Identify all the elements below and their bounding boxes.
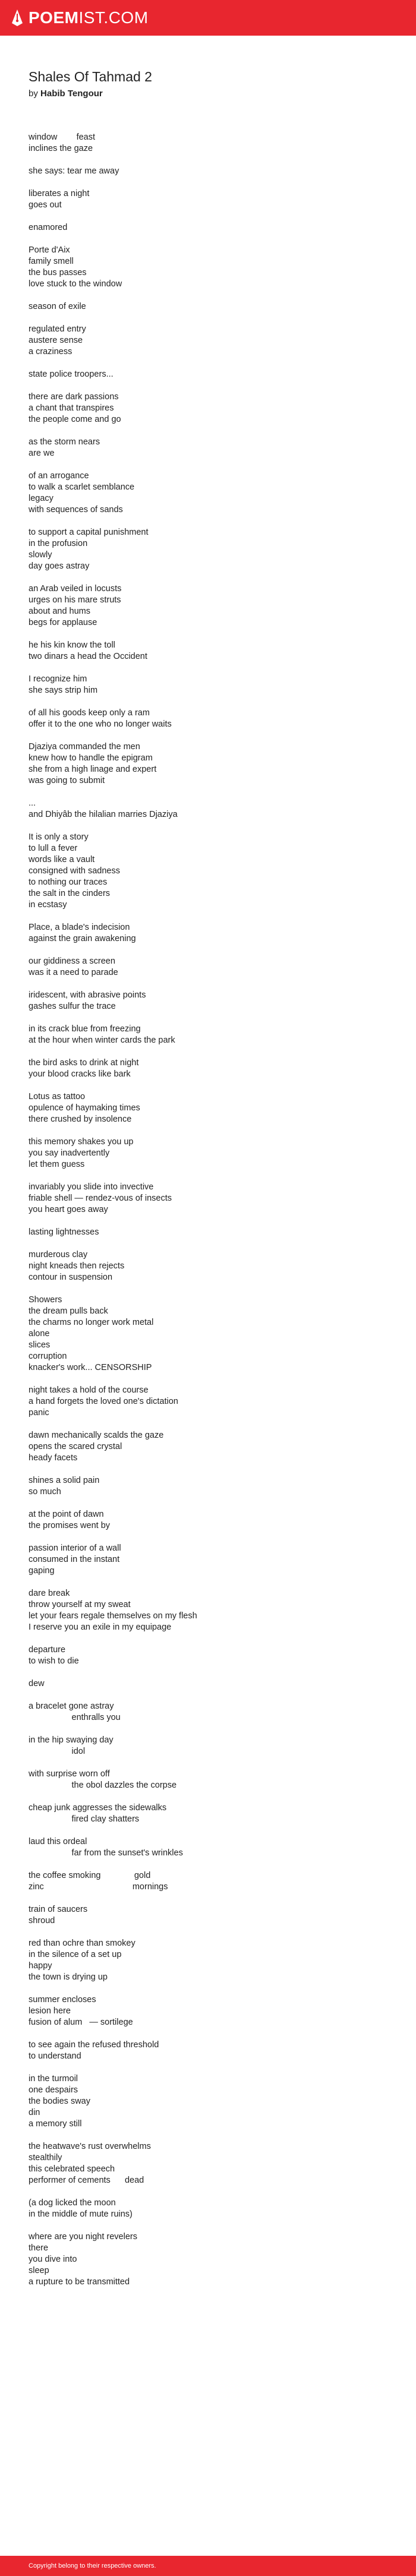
poem-line: your blood cracks like bark <box>29 1069 131 1079</box>
poem-stanza <box>29 1091 387 1125</box>
poem-line: zinc mornings <box>29 1882 168 1892</box>
poem-line: the town is drying up <box>29 1972 108 1982</box>
poem-stanza <box>29 1543 387 1577</box>
poem-line: Showers <box>29 1295 62 1305</box>
poem-stanza <box>29 188 387 211</box>
poem-line: stealthily <box>29 2153 62 2163</box>
poem-stanza <box>29 798 387 820</box>
poem-line: an Arab veiled in locusts <box>29 584 122 594</box>
poem-line: she from a high linage and expert <box>29 765 157 774</box>
poem-stanza <box>29 1430 387 1464</box>
poem-line: the coffee smoking gold <box>29 1871 151 1880</box>
poem-line: (a dog licked the moon <box>29 2198 116 2208</box>
poem-line: this memory shakes you up <box>29 1137 134 1147</box>
poem-stanza <box>29 1024 387 1046</box>
poem-line: in the profusion <box>29 539 88 548</box>
poem-line: opens the scared crystal <box>29 1442 122 1451</box>
poem-line: throw yourself at my sweat <box>29 1600 131 1609</box>
poem-line: words like a vault <box>29 855 95 864</box>
poem-line: fired clay shatters <box>29 1814 140 1824</box>
poem-line: the dream pulls back <box>29 1306 108 1316</box>
poem-line: consigned with sadness <box>29 866 120 876</box>
poem-line: and Dhiyâb the hilalian marries Djaziya <box>29 810 178 819</box>
poem-stanza <box>29 1701 387 1723</box>
poem-stanza <box>29 1938 387 1983</box>
poem-stanza <box>29 583 387 629</box>
poem-line: performer of cements dead <box>29 2176 144 2185</box>
poem-line: in the turmoil <box>29 2074 78 2083</box>
poem-line: I reserve you an exile in my equipage <box>29 1622 172 1632</box>
poem-line: panic <box>29 1408 49 1418</box>
poem-line: Djaziya commanded the men <box>29 742 140 752</box>
poem-line: the salt in the cinders <box>29 889 111 898</box>
poem-container <box>0 36 416 2288</box>
poem-line: a memory still <box>29 2119 82 2129</box>
poem-stanza <box>29 1836 387 1859</box>
poem-line: Place, a blade's indecision <box>29 923 130 932</box>
poem-line: in the middle of mute ruins) <box>29 2209 133 2219</box>
poem-line: season of exile <box>29 302 86 311</box>
poem-line: knew how to handle the epigram <box>29 753 153 763</box>
poem-line: alone <box>29 1329 50 1338</box>
poem-stanza <box>29 1769 387 1791</box>
poem-line: night kneads then rejects <box>29 1261 125 1271</box>
poem-line: she says: tear me away <box>29 166 119 176</box>
poem-line: iridescent, with abrasive points <box>29 990 146 1000</box>
poem-stanza <box>29 132 387 154</box>
poem-line: slowly <box>29 550 52 560</box>
poem-line: state police troopers... <box>29 370 114 379</box>
poem-stanza <box>29 471 387 516</box>
poem-line: slices <box>29 1340 51 1350</box>
poem-line: two dinars a head the Occident <box>29 652 147 661</box>
poem-stanza <box>29 640 387 662</box>
poem-line: night takes a hold of the course <box>29 1385 149 1395</box>
author-name[interactable]: Habib Tengour <box>40 89 103 99</box>
poem-line: this celebrated speech <box>29 2164 115 2174</box>
poem-stanza <box>29 1509 387 1532</box>
poem-line: to understand <box>29 2051 81 2061</box>
poem-title: Shales Of Tahmad 2 <box>29 69 152 84</box>
poem-line: lasting lightnesses <box>29 1227 99 1237</box>
poem-line: a chant that transpires <box>29 403 114 413</box>
poem-line: against the grain awakening <box>29 934 136 943</box>
poem-stanza <box>29 832 387 911</box>
poem-line: about and hums <box>29 607 90 616</box>
poem-line: far from the sunset's wrinkles <box>29 1848 183 1858</box>
poem-line: shroud <box>29 1916 55 1925</box>
poem-line: she says strip him <box>29 686 98 695</box>
site-logo[interactable] <box>11 8 149 27</box>
poem-line: with surprise worn off <box>29 1769 110 1779</box>
poem-line: knacker's work... CENSORSHIP <box>29 1363 152 1372</box>
poem-line: was going to submit <box>29 776 105 785</box>
poem-stanza <box>29 527 387 572</box>
poem-line: let them guess <box>29 1160 85 1169</box>
poem-stanza <box>29 922 387 945</box>
poem-stanza <box>29 2141 387 2186</box>
poem-line: dew <box>29 1679 45 1688</box>
poem-line: summer encloses <box>29 1995 96 2004</box>
poem-line: our giddiness a screen <box>29 956 115 966</box>
poem-line: was it a need to parade <box>29 968 118 977</box>
poem-line: the people come and go <box>29 415 121 424</box>
poem-line: ... <box>29 798 36 808</box>
poem-line: there <box>29 2243 49 2253</box>
poem-line: austere sense <box>29 336 83 345</box>
poem-line: of all his goods keep only a ram <box>29 708 150 718</box>
poem-stanza <box>29 1904 387 1927</box>
poem-line: in its crack blue from freezing <box>29 1024 141 1034</box>
poem-stanza <box>29 1295 387 1374</box>
pen-nib-icon <box>11 9 24 27</box>
poem-line: the charms no longer work metal <box>29 1318 154 1327</box>
poem-line: a bracelet gone astray <box>29 1701 114 1711</box>
poem-line: to support a capital punishment <box>29 528 149 537</box>
poem-line: contour in suspension <box>29 1273 113 1282</box>
author-line <box>29 89 387 99</box>
poem-line: let your fears regale themselves on my flesh <box>29 1611 197 1621</box>
poem-line: enthralls you <box>29 1713 121 1722</box>
poem-stanza <box>29 222 387 233</box>
poem-line: offer it to the one who no longer waits <box>29 719 172 729</box>
poem-line: at the point of dawn <box>29 1510 104 1519</box>
poem-line: the heatwave's rust overwhelms <box>29 2142 151 2151</box>
poem-line: invariably you slide into invective <box>29 1182 154 1192</box>
poem-line: dawn mechanically scalds the gaze <box>29 1431 164 1440</box>
poem-stanza <box>29 324 387 358</box>
poem-line: dare break <box>29 1589 70 1598</box>
poem-line: you dive into <box>29 2255 77 2264</box>
poem-stanza <box>29 956 387 978</box>
poem-stanza <box>29 1870 387 1893</box>
poem-line: legacy <box>29 494 53 503</box>
brand-name: POEMIST.COM <box>29 8 149 27</box>
copyright-text: Copyright belong to their respective owners. <box>29 2562 156 2569</box>
poem-line: consumed in the instant <box>29 1555 120 1564</box>
poem-line: a hand forgets the loved one's dictation <box>29 1397 178 1406</box>
poem-line: to see again the refused threshold <box>29 2040 159 2050</box>
poem-line: family smell <box>29 257 74 266</box>
poem-line: a rupture to be transmitted <box>29 2277 130 2287</box>
poem-line: there crushed by insolence <box>29 1115 132 1124</box>
poem-line: urges on his mare struts <box>29 595 121 605</box>
poem-line: inclines the gaze <box>29 144 93 153</box>
author-prefix: by <box>29 89 38 99</box>
site-header <box>0 0 416 36</box>
poem-line: passion interior of a wall <box>29 1543 121 1553</box>
poem-stanza <box>29 741 387 787</box>
poem-stanza <box>29 1644 387 1667</box>
poem-line: fusion of alum — sortilege <box>29 2018 133 2027</box>
poem-line: to nothing our traces <box>29 877 108 887</box>
poem-stanza <box>29 1182 387 1216</box>
poem-line: the obol dazzles the corpse <box>29 1781 177 1790</box>
poem-stanza <box>29 2073 387 2130</box>
poem-stanza <box>29 1057 387 1080</box>
poem-body <box>29 132 387 2288</box>
poem-stanza <box>29 437 387 459</box>
poem-stanza <box>29 369 387 380</box>
poem-line: red than ochre than smokey <box>29 1939 135 1948</box>
poem-stanza <box>29 1678 387 1690</box>
poem-line: opulence of haymaking times <box>29 1103 140 1113</box>
poem-line: the bodies sway <box>29 2097 90 2106</box>
poem-line: begs for applause <box>29 618 97 627</box>
poem-line: in the hip swaying day <box>29 1735 114 1745</box>
poem-stanza <box>29 2231 387 2288</box>
poem-line: love stuck to the window <box>29 279 122 289</box>
poem-line: Lotus as tattoo <box>29 1092 86 1101</box>
poem-line: Porte d'Aix <box>29 245 70 255</box>
poem-line: a craziness <box>29 347 73 356</box>
poem-line: shines a solid pain <box>29 1476 100 1485</box>
poem-stanza <box>29 1137 387 1170</box>
poem-line: there are dark passions <box>29 392 119 402</box>
poem-line: to lull a fever <box>29 844 78 853</box>
poem-line: to walk a scarlet semblance <box>29 482 135 492</box>
poem-line: the bird asks to drink at night <box>29 1058 139 1068</box>
poem-line: gaping <box>29 1566 55 1576</box>
poem-line: window feast <box>29 132 96 142</box>
poem-line: in ecstasy <box>29 900 67 910</box>
poem-stanza <box>29 1994 387 2028</box>
poem-line: in the silence of a set up <box>29 1950 122 1959</box>
poem-line: the bus passes <box>29 268 87 277</box>
poem-stanza <box>29 166 387 177</box>
poem-line: I recognize him <box>29 674 87 684</box>
poem-stanza <box>29 1588 387 1633</box>
poem-line: It is only a story <box>29 832 89 842</box>
poem-line: one despairs <box>29 2085 78 2095</box>
poem-line: lesion here <box>29 2006 71 2016</box>
poem-line: train of saucers <box>29 1905 88 1914</box>
poem-stanza <box>29 392 387 425</box>
poem-stanza <box>29 708 387 730</box>
poem-line: friable shell — rendez-vous of insects <box>29 1194 172 1203</box>
poem-line: enamored <box>29 223 68 232</box>
poem-stanza <box>29 2040 387 2062</box>
poem-line: as the storm nears <box>29 437 100 447</box>
poem-stanza <box>29 1475 387 1498</box>
poem-line: corruption <box>29 1352 67 1361</box>
poem-stanza <box>29 990 387 1012</box>
poem-line: to wish to die <box>29 1656 79 1666</box>
poem-line: cheap junk aggresses the sidewalks <box>29 1803 167 1813</box>
poem-stanza <box>29 245 387 290</box>
poem-stanza <box>29 1735 387 1757</box>
poem-line: day goes astray <box>29 561 90 571</box>
poem-line: at the hour when winter cards the park <box>29 1036 175 1045</box>
poem-stanza <box>29 1802 387 1825</box>
poem-stanza <box>29 674 387 696</box>
poem-line: you say inadvertently <box>29 1148 110 1158</box>
poem-line: you heart goes away <box>29 1205 108 1214</box>
poem-line: departure <box>29 1645 66 1655</box>
poem-line: so much <box>29 1487 61 1497</box>
poem-line: where are you night revelers <box>29 2232 137 2242</box>
poem-line: with sequences of sands <box>29 505 123 514</box>
poem-line: din <box>29 2108 40 2117</box>
poem-line: happy <box>29 1961 52 1971</box>
poem-stanza <box>29 301 387 312</box>
poem-line: the promises went by <box>29 1521 111 1530</box>
poem-line: goes out <box>29 200 62 210</box>
poem-line: of an arrogance <box>29 471 89 481</box>
poem-line: liberates a night <box>29 189 90 198</box>
poem-line: he his kin know the toll <box>29 640 115 650</box>
poem-line: idol <box>29 1747 86 1756</box>
poem-line: murderous clay <box>29 1250 88 1259</box>
poem-stanza <box>29 1227 387 1238</box>
poem-line: heady facets <box>29 1453 78 1463</box>
poem-line: laud this ordeal <box>29 1837 87 1846</box>
poem-stanza <box>29 1385 387 1419</box>
poem-line: sleep <box>29 2266 49 2275</box>
poem-stanza <box>29 1249 387 1283</box>
poem-line: gashes sulfur the trace <box>29 1002 116 1011</box>
site-footer <box>0 2556 416 2576</box>
poem-line: are we <box>29 449 55 458</box>
poem-line: regulated entry <box>29 324 86 334</box>
poem-stanza <box>29 2198 387 2220</box>
